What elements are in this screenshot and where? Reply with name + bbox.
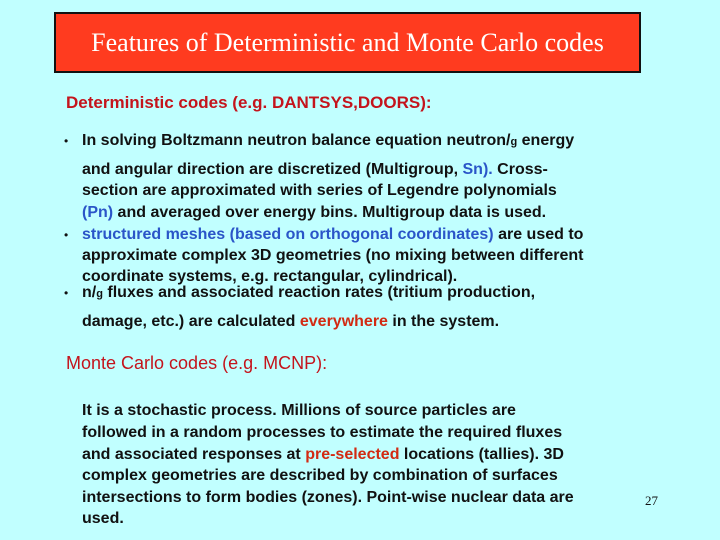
gamma-symbol: g bbox=[96, 288, 103, 300]
pre-selected-term: pre-selected bbox=[305, 446, 400, 463]
slide-title-box bbox=[54, 12, 641, 73]
structured-meshes-term: structured meshes (based on orthogonal coordinates) bbox=[82, 226, 494, 243]
bullet-1-glyph: • bbox=[64, 134, 69, 148]
bullet-2-line-1: structured meshes (based on orthogonal coordinates) are used to bbox=[82, 226, 584, 243]
bullet-1-line-4: (Pn) and averaged over energy bins. Multigroup data is used. bbox=[82, 204, 547, 221]
bullet-1-line-3: section are approximated with series of Legendre polynomials bbox=[82, 182, 557, 199]
bullet-3-line-1: n/g fluxes and associated reaction rates (tritium production, bbox=[82, 284, 536, 301]
bullet-2-line-2: approximate complex 3D geometries (no mixing between different bbox=[82, 247, 584, 264]
deterministic-heading: Deterministic codes (e.g. DANTSYS,DOORS): bbox=[66, 93, 432, 112]
mc-line-3: and associated responses at pre-selected locations (tallies). 3D bbox=[82, 446, 564, 463]
mc-line-5: intersections to form bodies (zones). Point-wise nuclear data are bbox=[82, 489, 574, 506]
bullet-3-glyph: • bbox=[64, 286, 69, 300]
sn-term: Sn). bbox=[462, 161, 493, 178]
mc-line-6: used. bbox=[82, 510, 124, 527]
slide-title: Features of Deterministic and Monte Carlo codes bbox=[91, 27, 604, 57]
bullet-3-line-2: damage, etc.) are calculated everywhere in the system. bbox=[82, 313, 500, 330]
mc-line-1: It is a stochastic process. Millions of source particles are bbox=[82, 402, 516, 419]
montecarlo-heading: Monte Carlo codes (e.g. MCNP): bbox=[66, 353, 328, 373]
bullet-2-glyph: • bbox=[64, 228, 69, 242]
everywhere-term: everywhere bbox=[299, 313, 388, 330]
bullet-1-line-1: In solving Boltzmann neutron balance equation neutron/g energy bbox=[82, 132, 575, 149]
mc-line-4: complex geometries are described by combination of surfaces bbox=[82, 467, 558, 484]
pn-term: (Pn) bbox=[82, 204, 114, 221]
bullet-1-line-2: and angular direction are discretized (Multigroup, Sn). Cross- bbox=[82, 161, 548, 178]
mc-line-2: followed in a random processes to estimate the required fluxes bbox=[82, 424, 563, 441]
page-number: 27 bbox=[645, 493, 658, 508]
gamma-symbol: g bbox=[510, 136, 518, 148]
bullet-2-line-3: coordinate systems, e.g. rectangular, cylindrical). bbox=[82, 268, 458, 285]
